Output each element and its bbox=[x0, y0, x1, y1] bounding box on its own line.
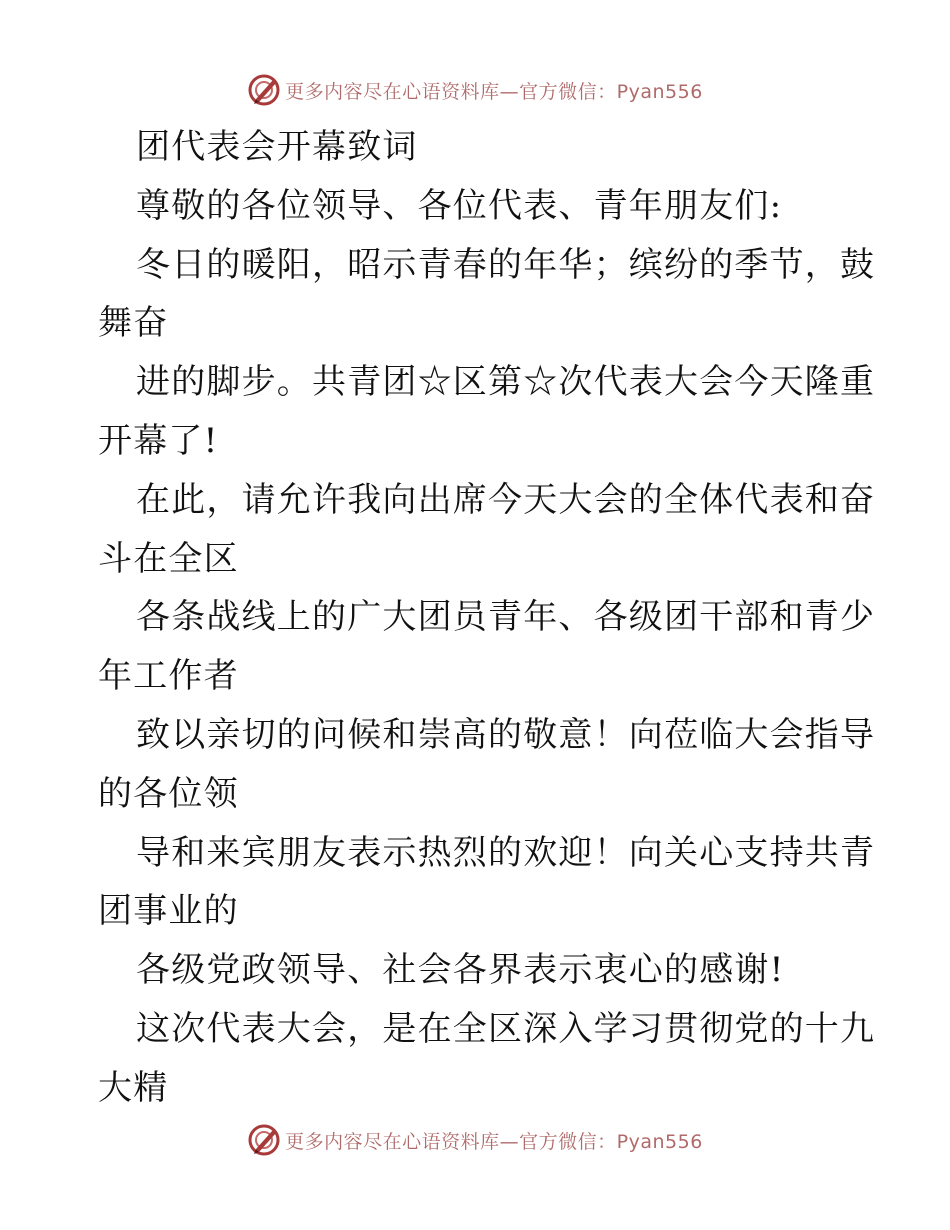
header-banner bbox=[0, 70, 950, 110]
paragraph-line: 团事业的 bbox=[98, 891, 239, 932]
paragraph-line: 斗在全区 bbox=[98, 538, 239, 579]
paragraph-line: 舞奋 bbox=[98, 303, 169, 344]
paragraph-line: 致以亲切的问候和崇高的敬意！向莅临大会指导 bbox=[136, 714, 876, 755]
banner-text: 更多内容尽在心语资料库—官方微信：Pyan556 bbox=[285, 80, 703, 103]
document-body bbox=[98, 118, 876, 1118]
salutation: 尊敬的各位领导、各位代表、青年朋友们: bbox=[136, 185, 783, 226]
document-title: 团代表会开幕致词 bbox=[136, 127, 418, 167]
paragraph-line: 冬日的暖阳，昭示青春的年华；缤纷的季节，鼓 bbox=[136, 244, 876, 285]
paragraph-line: 的各位领 bbox=[98, 773, 239, 814]
paragraph-line: 在此，请允许我向出席今天大会的全体代表和奋 bbox=[136, 479, 876, 520]
paragraph-line: 开幕了! bbox=[98, 420, 219, 461]
footer-banner bbox=[0, 1120, 950, 1160]
pen-seal-icon bbox=[247, 1123, 281, 1157]
paragraph-line: 各条战线上的广大团员青年、各级团干部和青少 bbox=[136, 597, 876, 638]
paragraph-line: 大精 bbox=[98, 1067, 169, 1108]
pen-seal-icon bbox=[247, 73, 281, 107]
paragraph-line: 年工作者 bbox=[98, 656, 239, 697]
paragraph-line: 各级党政领导、社会各界表示衷心的感谢! bbox=[136, 950, 785, 991]
paragraph-line: 进的脚步。共青团☆区第☆次代表大会今天隆重 bbox=[136, 362, 876, 403]
banner-text: 更多内容尽在心语资料库—官方微信：Pyan556 bbox=[285, 1130, 703, 1153]
paragraph-line: 导和来宾朋友表示热烈的欢迎！向关心支持共青 bbox=[136, 832, 876, 873]
paragraph-line: 这次代表大会，是在全区深入学习贯彻党的十九 bbox=[136, 1008, 876, 1049]
